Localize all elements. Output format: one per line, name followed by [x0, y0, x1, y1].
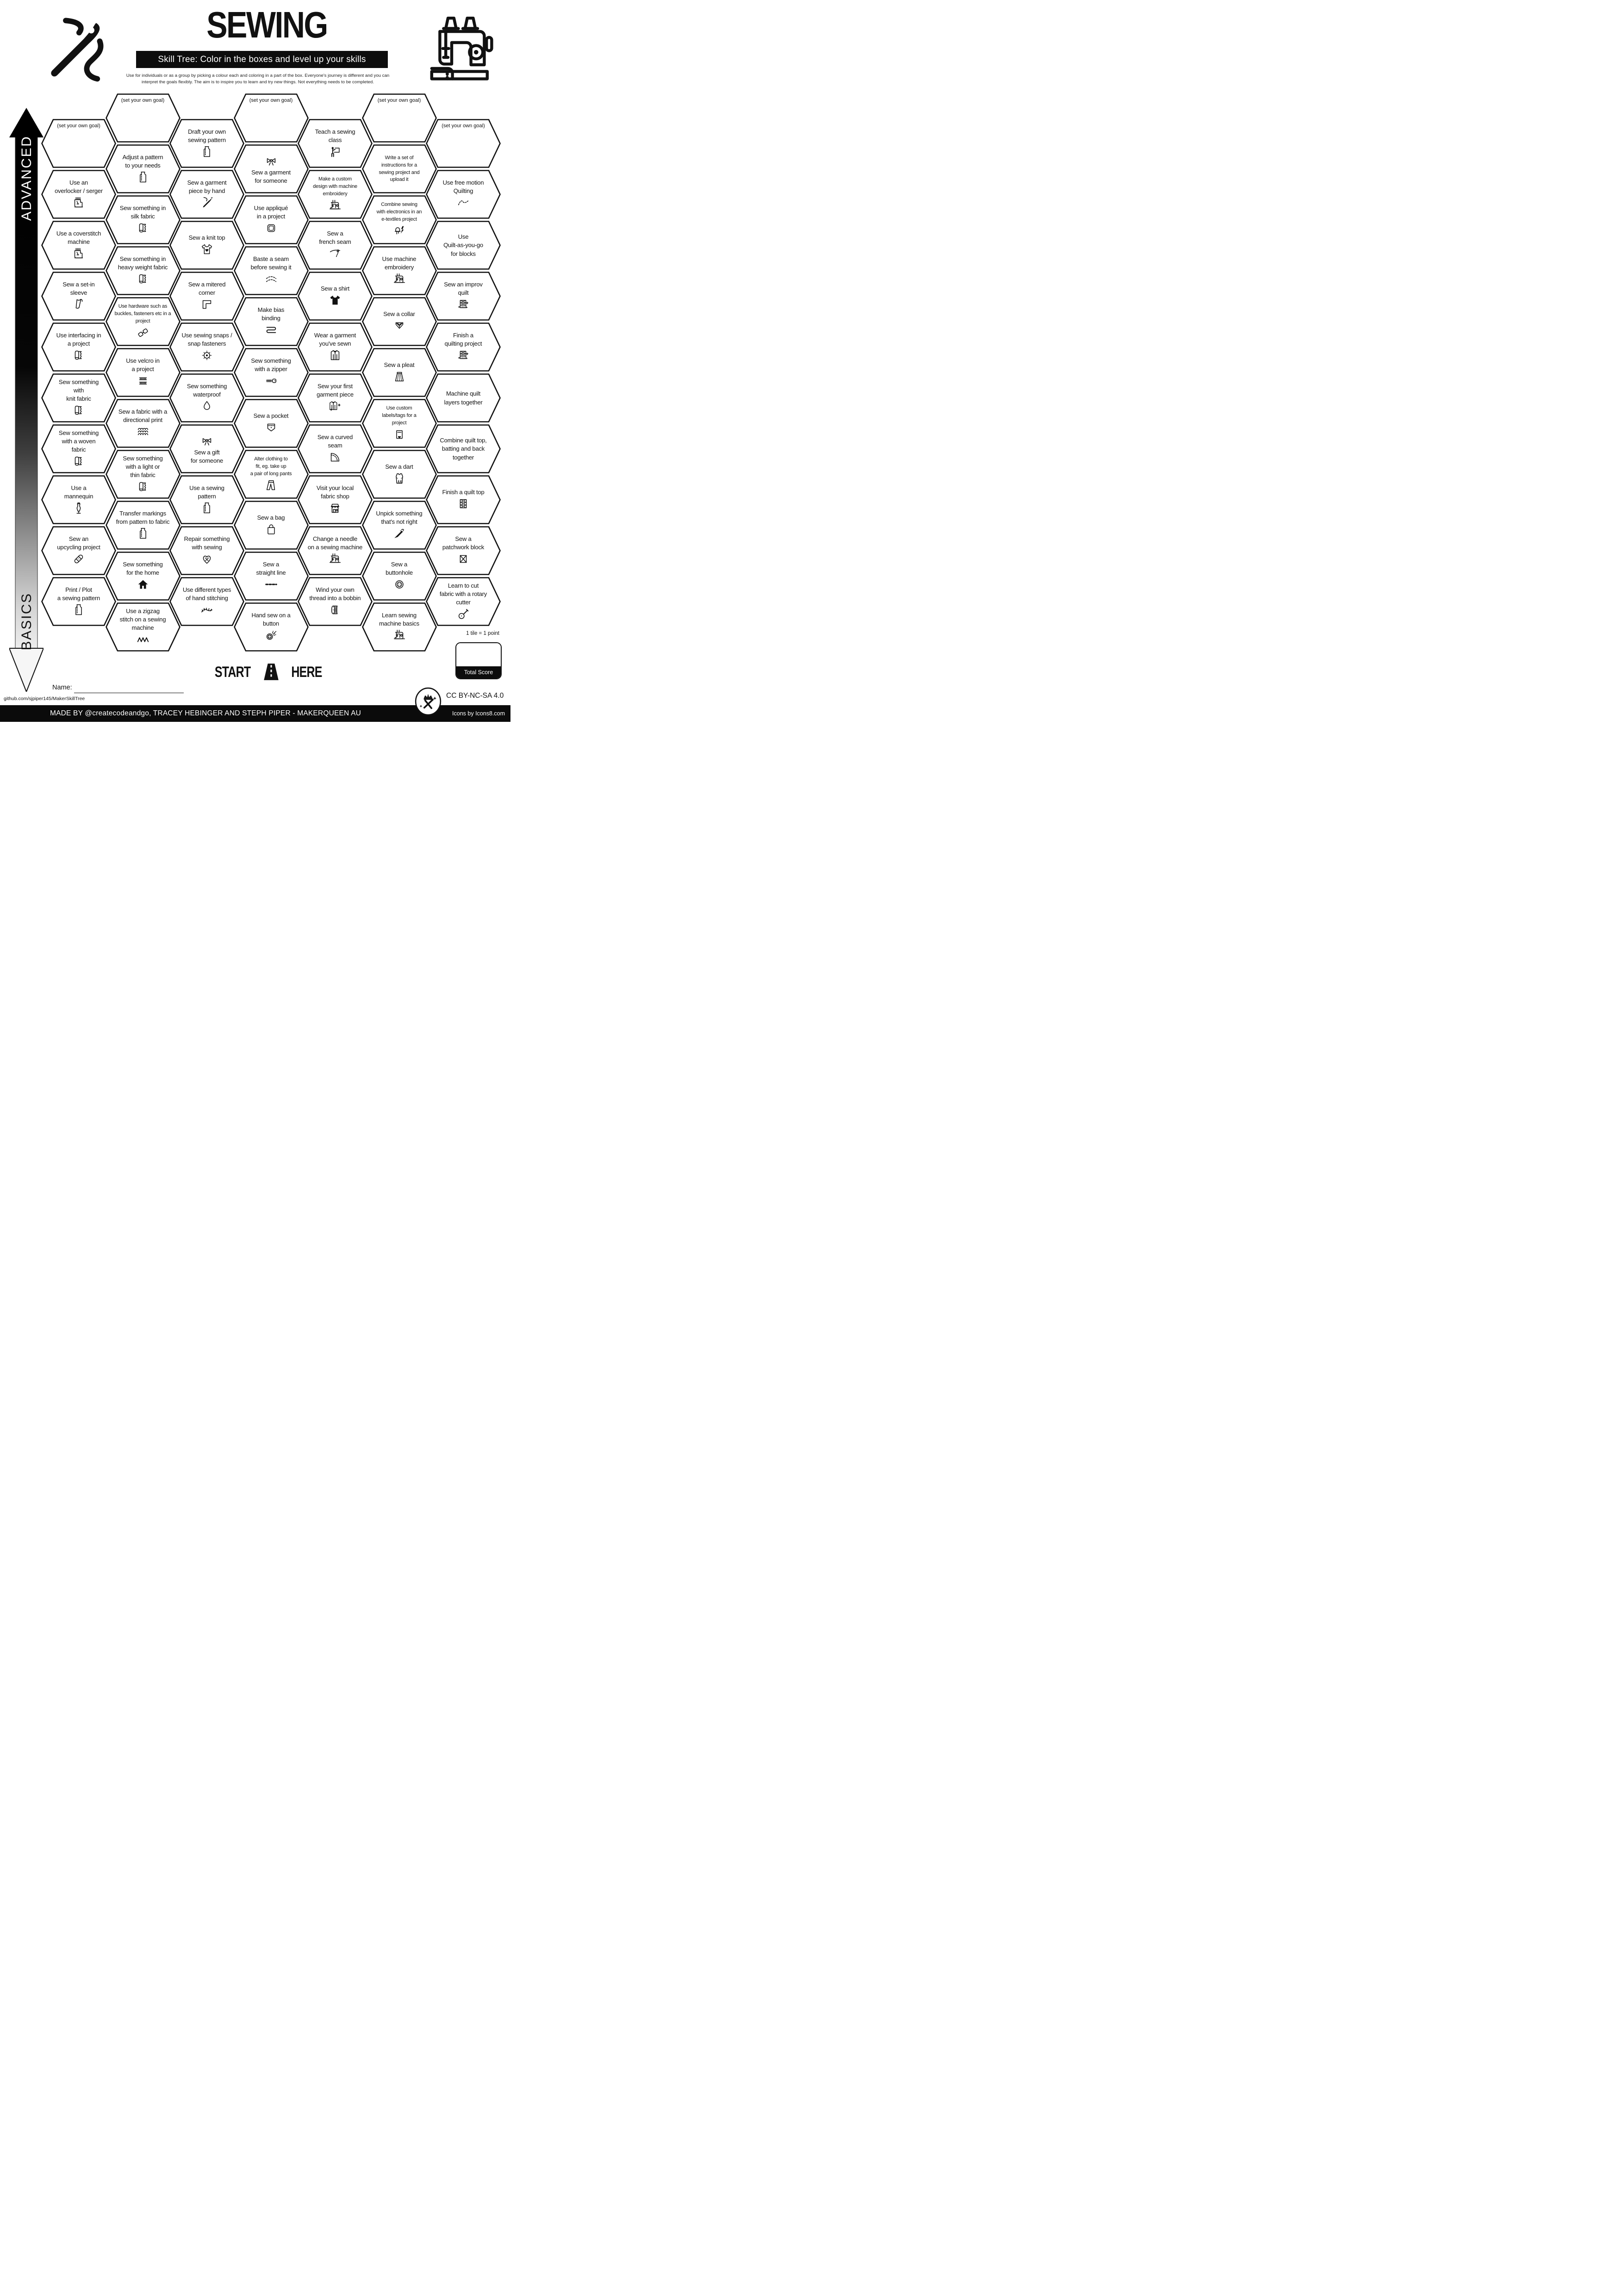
tile-label-line: Use machine [382, 255, 417, 262]
tile-label-line: for blocks [451, 250, 476, 257]
tile-label-line: fit, eg. take up [255, 464, 286, 470]
tile-label-line: (set your own goal) [57, 123, 100, 129]
tile-label-line: Sew a garment [187, 179, 227, 186]
tile-label-line: Sew a shirt [320, 285, 350, 292]
tile-label-line: Change a needle [312, 535, 358, 542]
tile-label-line: Use free motion [442, 179, 484, 186]
tile-content [426, 221, 501, 270]
tile-label-line: Sew a garment [251, 168, 291, 176]
label-icon [392, 428, 406, 441]
bandage-icon [72, 552, 86, 566]
tile-label-line: Sew something [123, 454, 163, 462]
tile-content [426, 272, 501, 321]
tshirtfilled-icon [328, 293, 342, 307]
tile-label-line: for someone [190, 457, 224, 464]
tile-label-line: (set your own goal) [121, 98, 165, 103]
tile-label-line: Sew a knit top [188, 234, 225, 241]
tile-label-line: buckles, fasteners etc in a [114, 311, 171, 317]
tile-label-line: fabric shop [321, 493, 349, 500]
store-icon [328, 501, 342, 515]
license-label: CC BY-NC-SA 4.0 [446, 692, 504, 700]
tile-label-line: project [392, 420, 407, 426]
tile-label-line: snap fasteners [187, 340, 226, 347]
tile-label-line: on a sewing machine [307, 544, 363, 551]
jacket-icon [328, 348, 342, 362]
quiltsparkle-icon [456, 348, 470, 362]
machine-icon [392, 628, 406, 642]
tile-label-line: Sew a bag [257, 514, 285, 521]
loop-icon [456, 196, 470, 210]
tile-label-line: (set your own goal) [442, 123, 485, 129]
tile-label-line: Sew something in [119, 255, 166, 262]
tile-label-line: garment piece [317, 391, 354, 398]
skill-tree-grid [0, 0, 510, 722]
pattern-icon [136, 527, 150, 540]
page-title: SEWING [206, 4, 327, 45]
tile-label-line: Sew something [123, 560, 163, 568]
tile-label-line: in a project [256, 213, 286, 220]
handstitch-icon [200, 603, 214, 617]
tile-label-line: upcycling project [57, 544, 100, 551]
tile-label-line: from pattern to fabric [116, 518, 170, 525]
tile-label-line: corner [199, 289, 215, 296]
tile-label-line: Use velcro in [126, 357, 160, 364]
tile-finish-a-quilt-top[interactable] [426, 475, 501, 524]
tile-label-line: Sew something in [119, 204, 166, 211]
tile-content [426, 577, 501, 626]
zigzag-icon [136, 633, 150, 646]
house-icon [136, 577, 150, 591]
tile-label-line: Use a coverstitch [56, 230, 101, 237]
tile-label-line: thread into a bobbin [309, 595, 361, 602]
tile-label-line: Teach a sewing [315, 128, 355, 135]
tile-label-line: Sew a pleat [384, 361, 415, 368]
tile-label-line: Use hardware such as [118, 304, 168, 310]
tile-content [426, 526, 501, 575]
tile-sew-a-patchwork-block[interactable] [426, 526, 501, 575]
tile-sew-an-improv-quilt[interactable] [426, 272, 501, 321]
tile-label-line: with a woven [62, 437, 96, 445]
serger-icon [72, 247, 86, 261]
maker-badge-icon [414, 687, 442, 716]
tile-learn-to-cut-fabric-with-a-rotary-cutter[interactable] [426, 577, 501, 626]
tile-label-line: Make a custom [318, 176, 352, 182]
tile-label-line: Learn sewing [382, 611, 417, 619]
tile-label-line: of hand stitching [186, 595, 228, 602]
tile-label-line: Sew something [187, 382, 227, 390]
tile-label-line: Sew a fabric with a [118, 408, 168, 415]
heartpatch-icon [200, 552, 214, 566]
tile-label-line: to your needs [125, 162, 161, 169]
jacketsparkle-icon [328, 399, 342, 413]
tile-label-line: Sew something [58, 378, 99, 385]
tile-label-line: Sew a set-in [62, 280, 95, 288]
tile-label-line: (set your own goal) [377, 98, 421, 103]
tile-point-note: 1 tile = 1 point [466, 631, 499, 636]
tile-label-line: with a light or [125, 463, 160, 470]
tile-label-line: Write a set of [385, 155, 414, 161]
tile-label-line: Sew a curved [317, 433, 353, 441]
tile-label-line: Combine sewing [381, 202, 417, 208]
tile-label-line: with electronics in an [376, 209, 422, 215]
bow-icon [200, 434, 214, 447]
tile-label-line: piece by hand [188, 187, 225, 194]
tile-label-line: buttonhole [386, 569, 413, 576]
start-label: START [214, 663, 251, 680]
tile-label-line: Make bias [257, 306, 285, 313]
tile-label-line: Adjust a pattern [122, 153, 163, 161]
tile-label-line: Sew a [391, 560, 408, 568]
tile-label-line: a pair of long pants [250, 471, 292, 477]
tile-label-line: Quilting [453, 187, 473, 194]
tile-label-line: thin fabric [130, 472, 156, 479]
repo-link[interactable]: github.com/sjpiper145/MakerSkillTree [4, 696, 85, 701]
pocket-icon [264, 421, 278, 434]
road-icon [261, 662, 281, 682]
description-line1: Use for individuals or as a group by picking a colour each and coloring in a part of the box. Everyone's journey is different and you can [126, 73, 390, 78]
pattern-icon [72, 603, 86, 617]
advanced-label: ADVANCED [19, 135, 34, 221]
tile-label-line: you've sewn [319, 340, 351, 347]
tile-label-line: Quilt-as-you-go [443, 242, 483, 249]
velcro-icon [136, 374, 150, 388]
french-icon [328, 247, 342, 261]
snap-icon [200, 348, 214, 362]
bobbin-icon [328, 603, 342, 617]
tile-label-line: a project [131, 366, 154, 372]
quilt-icon [456, 497, 470, 511]
fabric-icon [72, 348, 86, 362]
tile-label-line: embroidery [323, 191, 348, 197]
zipper-icon [264, 374, 278, 388]
tile-label-line: Alter clothing to [254, 456, 288, 462]
tile-label-line: button [263, 620, 279, 627]
subtitle-text: Skill Tree: Color in the boxes and level up your skills [158, 54, 366, 64]
mannequin-icon [72, 501, 86, 515]
patch-icon [264, 221, 278, 235]
tile-label-line: mannequin [64, 493, 93, 500]
tile-content [426, 119, 501, 168]
tile-label-line: before sewing it [250, 264, 292, 271]
bag-icon [264, 522, 278, 536]
pattern-icon [136, 170, 150, 184]
tile-label-line: Print / Plot [65, 586, 92, 593]
tile-label-line: Sew something [251, 357, 291, 364]
tile-label-line: Use custom [386, 405, 412, 411]
tile-label-line: instructions for a [381, 162, 417, 168]
teacher-icon [328, 145, 342, 159]
tile-label-line: machine [68, 238, 90, 245]
tile-label-line: for the home [126, 569, 159, 576]
tile-label-line: that's not right [381, 518, 417, 525]
tile-label-line: Draft your own [188, 128, 226, 135]
tile-label-line: Transfer markings [119, 509, 166, 517]
tile-label-line: Sew an [68, 535, 89, 542]
tile-label-line: Use a [71, 484, 87, 491]
tile-label-line: patchwork block [442, 544, 485, 551]
tile-label-line: with a zipper [255, 366, 287, 372]
tile-label-line: Sew a [455, 535, 472, 542]
tile-set-your-own-goal[interactable] [426, 119, 501, 168]
description-line2: interpret the goals flexibly. The aim is to inspire you to learn and try new things. Not everything needs to be completed. [142, 80, 374, 85]
tile-label-line: Sew a [327, 230, 343, 237]
tile-content [426, 373, 501, 422]
drop-icon [200, 399, 214, 413]
tile-label-line: layers together [444, 398, 483, 406]
tile-label-line: upload it [390, 177, 409, 183]
tile-label-line: Finish a [453, 331, 473, 339]
tshirt-icon [200, 242, 214, 256]
tile-label-line: cutter [456, 599, 471, 606]
fabric-icon [136, 272, 150, 286]
tile-label-line: Sew a dart [385, 463, 413, 470]
tile-label-line: heavy weight fabric [118, 264, 168, 271]
tile-label-line: Use a sewing [189, 484, 224, 491]
tile-label-line: with sewing [192, 544, 222, 551]
tile-content [426, 475, 501, 524]
ribbon-icon [264, 323, 278, 337]
skill-tree-poster [0, 0, 510, 722]
needle-icon [200, 196, 214, 210]
fabric-icon [136, 221, 150, 235]
tile-use-free-motion-quilting[interactable] [426, 170, 501, 219]
tile-label-line: Repair something [184, 535, 230, 542]
tile-label-line: fabric [71, 446, 86, 453]
tile-label-line: Learn to cut [448, 582, 479, 589]
tile-content [426, 323, 501, 372]
tile-label-line: Use interfacing in [56, 331, 101, 339]
tile-label-line: Use different types [182, 586, 231, 593]
tile-combine-quilt-top-batting-and-back-together[interactable] [426, 424, 501, 473]
sleeve-icon [72, 298, 86, 311]
tile-label-line: Use an [69, 179, 88, 186]
tile-label-line: e-textiles project [381, 216, 417, 222]
tile-label-line: directional print [123, 416, 162, 423]
icons-credit[interactable]: Icons by Icons8.com [452, 710, 505, 717]
tile-label-line: Sew a pocket [253, 412, 289, 419]
start-here [25, 662, 510, 682]
tile-label-line: machine [131, 624, 154, 632]
tile-use-quilt-as-you-go-for-blocks[interactable] [426, 221, 501, 270]
tile-label-line: embroidery [384, 264, 414, 271]
tile-label-line: a sewing pattern [57, 595, 100, 602]
tile-label-line: sewing pattern [188, 137, 226, 143]
tile-label-line: quilt [458, 289, 469, 296]
tile-label-line: together [452, 453, 474, 461]
here-label: HERE [291, 663, 322, 680]
buttonconfetti-icon [264, 628, 278, 642]
tile-label-line: batting and back [442, 445, 485, 453]
tile-label-line: pattern [198, 493, 216, 500]
tile-label-line: Sew your first [317, 382, 353, 390]
basics-label: BASICS [19, 592, 34, 651]
tile-label-line: design with machine [313, 184, 357, 190]
ripper-icon [392, 527, 406, 540]
tile-label-line: sewing project and [379, 169, 420, 175]
pattern-icon [200, 501, 214, 515]
tile-label-line: Sew an improv [444, 280, 483, 288]
dashline-icon [264, 577, 278, 591]
tile-label-line: labels/tags for a [382, 413, 417, 419]
tile-label-line: overlocker / serger [55, 187, 103, 194]
tile-label-line: Use appliqué [254, 204, 288, 211]
tile-label-line: stitch on a sewing [119, 615, 166, 623]
tile-label-line: straight line [256, 569, 286, 576]
fabric-icon [72, 454, 86, 468]
tile-label-line: waterproof [193, 391, 221, 398]
tile-label-line: seam [328, 442, 342, 449]
rotary-icon [456, 607, 470, 621]
tile-label-line: (set your own goal) [249, 98, 293, 103]
machine-icon [392, 272, 406, 286]
tile-label-line: Finish a quilt top [442, 488, 485, 496]
tile-finish-a-quilting-project[interactable] [426, 323, 501, 372]
serger-icon [72, 196, 86, 210]
tile-label-line: french seam [319, 238, 351, 245]
tile-label-line: Use sewing snaps / [181, 331, 232, 339]
tile-label-line: Wind your own [316, 586, 355, 593]
baste-icon [264, 272, 278, 286]
quiltsparkle-icon [456, 298, 470, 311]
tile-machine-quilt-layers-together[interactable] [426, 373, 501, 422]
tile-label-line: Sew a mitered [188, 280, 226, 288]
credit-text: MADE BY @createcodeandgo, TRACEY HEBINGER AND STEPH PIPER - MAKERQUEEN AU [50, 709, 361, 717]
tile-label-line: machine basics [379, 620, 419, 627]
tile-label-line: Visit your local [316, 484, 354, 491]
tile-label-line: Sew a [262, 560, 280, 568]
tile-label-line: knit fabric [66, 395, 91, 403]
tile-label-line: Sew a collar [383, 310, 415, 317]
tile-label-line: project [135, 318, 150, 324]
pants-icon [264, 478, 278, 492]
tile-label-line: Unpick something [376, 509, 423, 517]
skirt-icon [392, 370, 406, 384]
tile-label-line: Use [458, 233, 469, 240]
name-label: Name: [52, 684, 72, 691]
tile-content [426, 424, 501, 473]
tile-label-line: Sew something [58, 429, 99, 436]
fabric-icon [136, 480, 150, 494]
tile-label-line: Wear a garment [314, 331, 356, 339]
buckle-icon [136, 326, 150, 340]
tile-label-line: a project [67, 340, 90, 347]
tile-label-line: sleeve [70, 289, 87, 296]
tile-label-line: with [73, 386, 84, 394]
led-icon [392, 224, 406, 238]
tile-label-line: quilting project [444, 340, 482, 347]
tile-label-line: silk fabric [131, 213, 155, 220]
tile-label-line: binding [261, 315, 280, 322]
tile-label-line: Machine quilt [446, 390, 480, 397]
tile-label-line: Combine quilt top, [440, 437, 487, 444]
collar-icon [392, 319, 406, 333]
tile-content [426, 170, 501, 219]
tile-label-line: Use a zigzag [126, 607, 160, 614]
button-icon [392, 577, 406, 591]
scales-icon [136, 425, 150, 439]
patchblock-icon [456, 552, 470, 566]
curve-icon [328, 450, 342, 464]
tile-label-line: for someone [255, 177, 287, 184]
tile-label-line: Baste a seam [253, 255, 289, 262]
tile-label-line: Sew a gift [194, 448, 220, 456]
total-score-label: Total Score [456, 666, 501, 678]
machine-icon [328, 199, 342, 212]
bow-icon [264, 154, 278, 168]
tile-label-line: fabric with a rotary [439, 590, 487, 597]
dart-icon [392, 472, 406, 485]
fabric-icon [72, 403, 86, 417]
tile-label-line: class [328, 137, 342, 143]
pattern-icon [200, 145, 214, 159]
machine-icon [328, 552, 342, 566]
corner-icon [200, 298, 214, 311]
tile-label-line: Hand sew on a [251, 611, 291, 619]
